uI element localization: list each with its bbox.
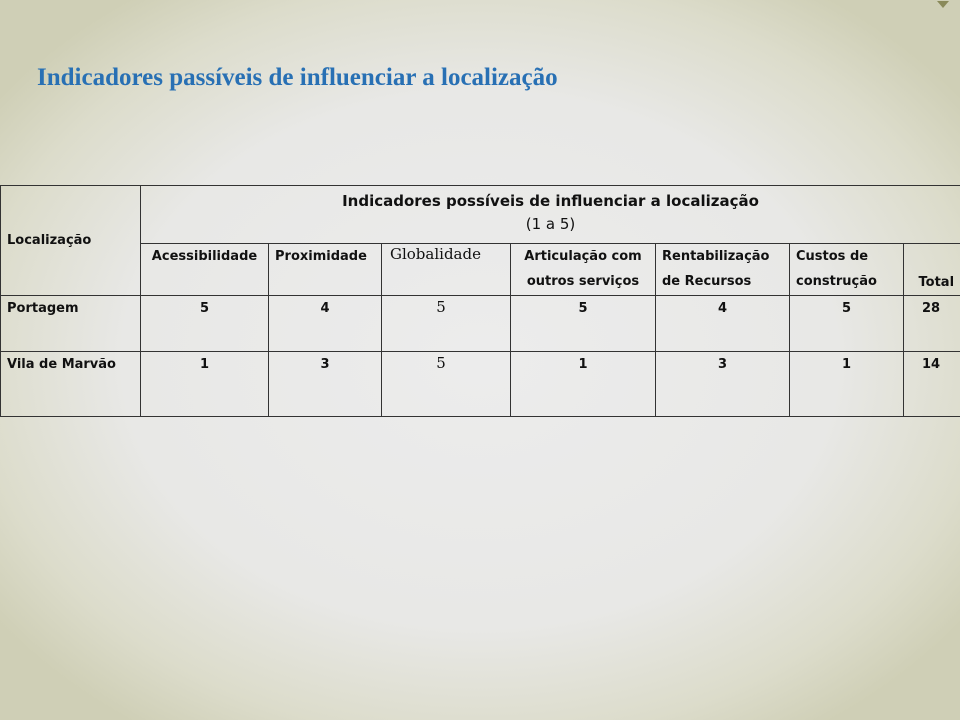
cell-proximidade: 3 <box>269 352 382 417</box>
cell-custos: 1 <box>790 352 904 417</box>
col-header-rentabilizacao-line2: de Recursos <box>662 274 752 289</box>
group-header <box>141 186 960 244</box>
cell-proximidade: 4 <box>269 296 382 352</box>
col-header-articulacao-line1: Articulação com <box>524 249 642 264</box>
col-header-rentabilizacao-line1: Rentabilização <box>662 249 770 264</box>
col-header-proximidade: Proximidade <box>269 244 382 296</box>
cell-total: 14 <box>904 352 960 417</box>
indicators-table <box>0 185 960 417</box>
table-row <box>1 296 960 352</box>
col-header-total: Total <box>904 244 960 296</box>
group-header-scale: (1 a 5) <box>525 215 576 233</box>
cell-articulacao: 5 <box>511 296 656 352</box>
table-row <box>1 352 960 417</box>
cell-globalidade: 5 <box>382 352 511 417</box>
cell-custos: 5 <box>790 296 904 352</box>
group-header-title: Indicadores possíveis de influenciar a localização <box>342 192 759 210</box>
cell-rentabilizacao: 3 <box>656 352 790 417</box>
column-header-row <box>1 244 960 296</box>
col-header-articulacao-line2: outros serviços <box>526 274 640 289</box>
col-header-custos-line1: Custos de <box>796 249 869 264</box>
cell-acessibilidade: 5 <box>141 296 269 352</box>
cell-total: 28 <box>904 296 960 352</box>
col-header-rentabilizacao <box>656 244 790 296</box>
row-location: Vila de Marvão <box>1 352 141 417</box>
col-header-custos <box>790 244 904 296</box>
col-header-acessibilidade: Acessibilidade <box>141 244 269 296</box>
location-header: Localização <box>1 186 141 296</box>
slide-title: Indicadores passíveis de influenciar a localização <box>37 64 558 91</box>
row-location: Portagem <box>1 296 141 352</box>
col-header-articulacao <box>511 244 656 296</box>
cell-acessibilidade: 1 <box>141 352 269 417</box>
cell-globalidade: 5 <box>382 296 511 352</box>
cell-rentabilizacao: 4 <box>656 296 790 352</box>
col-header-globalidade: Globalidade <box>382 244 511 296</box>
corner-ornament-icon <box>937 1 949 8</box>
table-header-row <box>1 186 960 244</box>
col-header-custos-line2: construção <box>796 274 877 289</box>
cell-articulacao: 1 <box>511 352 656 417</box>
